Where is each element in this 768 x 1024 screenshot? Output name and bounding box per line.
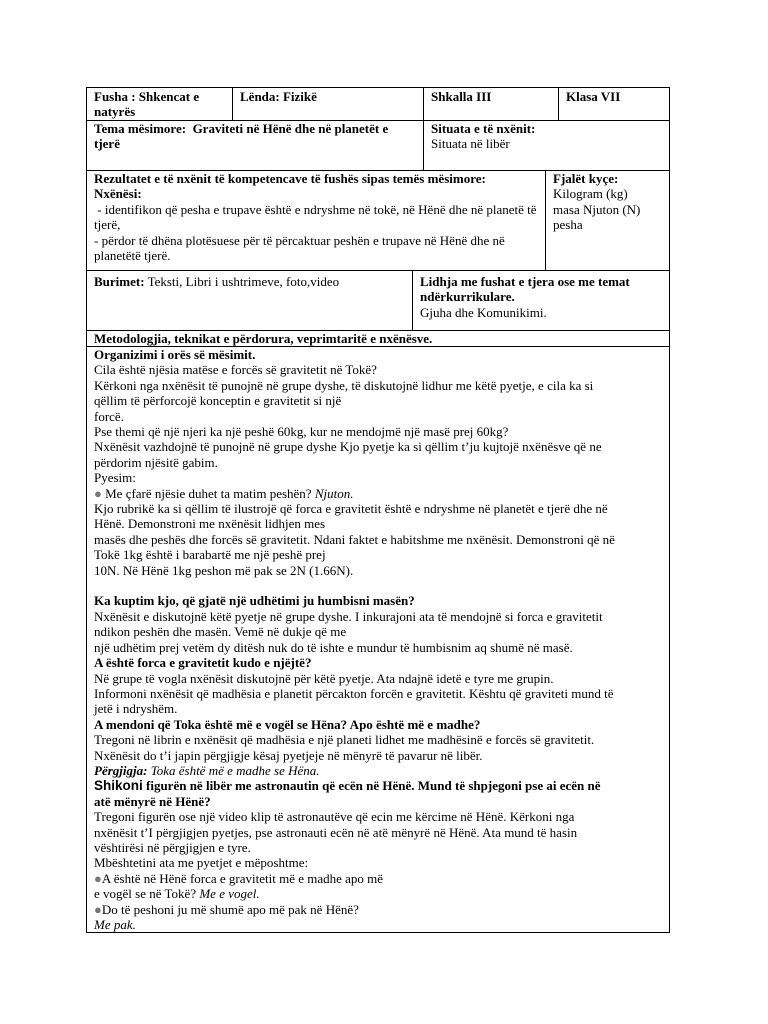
results-item: - identifikon që pesha e trupave është e ndryshme në tokë, në Hënë dhe në planetë të tjerë, xyxy=(94,201,540,233)
section-heading: figurën në libër me astronautin që ecën në Hënë. Mund të shpjegoni pse ai ecën në xyxy=(146,778,601,794)
bullet-icon: ● xyxy=(94,485,102,501)
situata-label: Situata e të nxënit: xyxy=(431,121,536,136)
methodology-body: Organizimi i orës së mësimit. Cila është njësia matëse e forcës së gravitetit në Tokë? Kërkoni nga nxënësit të punojnë në grupe dyshe, të diskutojnë lidhur me këtë pyetje, e cila ka si qëllim të përforcojë konceptin e gravitetit si një forcë. Pse themi që një njeri ka një peshë 60kg, kur ne mendojmë një masë prej 60kg? Nxënësit vazhdojnë të punojnë në grupe dyshe Kjo pyetje ka si qëllim t’ju kujtojë nxënësve që ne përdorim njësitë gabim. Pyesim: ● Me çfarë njësie duhet ta matim peshën? Njuton. Kjo rubrikë ka si qëllim të ilustrojë që forca e gravitetit është e ndryshme në planetët e tjerë dhe në Hënë. Demonstroni me nxënësit lidhjen mes masës dhe peshës dhe forcës së gravitetit. Ndani faktet e habitshme me nxënësit. Demonstroni që në Tokë 1kg është i barabartë me një peshë prej 10N. Në Hënë 1kg peshon më pak se 2N (1.66N). Ka kuptim kjo, që gjatë një udhëtimi ju humbisni masën? Nxënësit e diskutojnë këtë pyetje në grupe dyshe. I inkurajoni ata të mendojnë si forca e gravitetit ndikon peshën dhe masën. Vemë në dukje që me një udhëtim prej vetëm dy ditësh nuk do të ishte e mundur të humbisnim aq shumë në masë. A është forca e gravitetit kudo e njëjtë? Në grupe të vogla nxënësit diskutojnë për këtë pyetje. Ata ndajnë idetë e tyre me grupin. Informoni nxënësit që madhësia e planetit përcakton forcën e gravitetit. Kështu që graviteti mund të jetë i ndryshëm. A mendoni që Toka është më e vogël se Hëna? Apo është më e madhe? Tregoni në librin e nxënësit që madhësia e një planeti lidhet me madhësinë e forcës së gravitetit. Nxënësit do t’i japin përgjigje kësaj pyetjeje në mënyrë të pavarur në libër. Përgjigja: Toka është më e madhe se Hëna. Shikoni figurën në libër me astronautin që ecën në Hënë. Mund të shpjegoni pse ai ecën në atë mënyrë në Hënë? Tregoni figurën ose një video klip të astronautëve që ecin me kërcime në Hënë. Kërkoni nga nxënësit t’I përgjigjen pyetjes, pse astronauti ecën në atë mënyrë në Hënë. Ata mund të hasin vështirësi në përgjigjen e tyre. Mbështetini ata me pyetjet e mëposhtme: ●A është në Hënë forca e gravitetit më e madhe apo më e vogël se në Tokë? Me e vogel. ●Do të peshoni ju më shumë apo më pak në Hënë? Me pak. xyxy=(87,347,669,932)
answer-value: Toka është më e madhe se Hëna. xyxy=(150,762,320,778)
tema-label: Tema mësimore: xyxy=(94,121,187,136)
results-title: Rezultatet e të nxënit të kompetencave të fushës sipas temës mësimore: xyxy=(94,171,486,186)
situata-value: Situata në libër xyxy=(431,136,510,152)
tema-value: Graviteti në Hënë dhe në planetët e tjerë xyxy=(94,121,389,152)
question: A është në Hënë forca e gravitetit më e madhe apo më xyxy=(101,870,384,886)
question-answer: Me e vogel. xyxy=(199,886,260,902)
answer-label: Përgjigja: xyxy=(94,762,148,778)
paragraph: vështirësi në përgjigjen e tyre. xyxy=(94,839,251,855)
methodology-title-cell xyxy=(87,331,669,346)
bullet-icon: ● xyxy=(94,901,102,917)
section-heading: atë mënyrë në Hënë? xyxy=(94,793,211,809)
paragraph: qëllim të përforcojë konceptin e gravitetit si një xyxy=(94,393,342,409)
situata-cell xyxy=(424,121,669,152)
section-heading: A është forca e gravitetit kudo e njëjtë? xyxy=(94,655,312,671)
paragraph: Informoni nxënësit që madhësia e planetit përcakton forcën e gravitetit. Kështu që graviteti mund të xyxy=(94,685,614,701)
keyword-item: Kilogram (kg) xyxy=(553,186,628,202)
fusha-cell xyxy=(87,89,232,120)
results-item: - përdor të dhëna plotësuese për të përcaktuar peshën e trupave në Hënë dhe në planetëtë tjerë. xyxy=(94,232,505,264)
paragraph: Tokë 1kg është i barabartë me një peshë prej xyxy=(94,547,326,563)
methodology-title: Metodologjia, teknikat e përdorura, veprimtaritë e nxënësve. xyxy=(94,331,433,346)
paragraph: Mbështetini ata me pyetjet e mëposhtme: xyxy=(94,855,309,871)
paragraph: masës dhe peshës dhe forcës së gravitetit. Ndani faktet e habitshme me nxënësit. Demonstroni që në xyxy=(94,531,615,547)
sources-cell xyxy=(87,274,412,289)
question: e vogël se në Tokë? xyxy=(94,886,197,902)
klasa-cell xyxy=(559,89,669,104)
question-answer: Njuton. xyxy=(314,485,354,501)
keywords-cell xyxy=(546,171,669,233)
klasa-label: Klasa VII xyxy=(566,89,621,104)
bullet-icon: ● xyxy=(94,870,102,886)
links-label: Lidhja me fushat e tjera ose me temat ndërkurrikulare. xyxy=(420,274,630,305)
paragraph: Në grupe të vogla nxënësit diskutojnë për këtë pyetje. Ata ndajnë idetë e tyre me grupin. xyxy=(94,670,554,686)
section-heading-word: Shikoni xyxy=(94,778,143,794)
paragraph: Nxënësit e diskutojnë këtë pyetje në grupe dyshe. I inkurajoni ata të mendojnë si forca e gravitetit xyxy=(94,608,603,624)
keyword-item: masa Njuton (N) xyxy=(553,201,641,217)
paragraph: Kërkoni nga nxënësit të punojnë në grupe dyshe, të diskutojnë lidhur me këtë pyetje, e cila ka si xyxy=(94,377,594,393)
results-cell xyxy=(87,171,545,263)
section-heading: Ka kuptim kjo, që gjatë një udhëtimi ju humbisni masën? xyxy=(94,593,415,609)
paragraph: Pse themi që një njeri ka një peshë 60kg, kur ne mendojmë një masë prej 60kg? xyxy=(94,424,509,440)
paragraph: përdorim njësitë gabim xyxy=(94,454,215,470)
section-heading: A mendoni që Toka është më e vogël se Hëna? Apo është më e madhe? xyxy=(94,716,481,732)
shkalla-label: Shkalla III xyxy=(431,89,492,104)
sources-label: Burimet: xyxy=(94,274,145,289)
results-subtitle: Nxënësi: xyxy=(94,186,142,202)
question: Do të peshoni ju më shumë apo më pak në Hënë? xyxy=(101,901,359,917)
paragraph: forcë. xyxy=(94,408,124,424)
tema-cell xyxy=(87,121,423,152)
lenda-cell xyxy=(233,89,423,104)
paragraph: Cila është njësia matëse e forcës së gravitetit në Tokë? xyxy=(94,362,377,378)
lesson-plan-table xyxy=(86,87,670,933)
keyword-item: pesha xyxy=(553,217,583,233)
org-title: Organizimi i orës së mësimit. xyxy=(94,347,256,362)
sources-value: Teksti, Libri i ushtrimeve, foto,video xyxy=(147,274,340,289)
paragraph: Tregoni në librin e nxënësit që madhësia e një planeti lidhet me madhësinë e forcës së gravitetit. xyxy=(94,732,595,748)
table-rule xyxy=(87,270,669,271)
lenda-label: Lënda: Fizikë xyxy=(240,89,317,104)
links-cell: Lidhja me fushat e tjera ose me temat ndërkurrikulare. Gjuha dhe Komunikimi. xyxy=(420,274,630,320)
paragraph: Pyesim: xyxy=(94,470,136,486)
paragraph: Nxënësit vazhdojnë të punojnë në grupe dyshe Kjo pyetje ka si qëllim t’ju kujtojë nxënësve që ne xyxy=(94,439,602,455)
paragraph: Hënë. Demonstroni me nxënësit lidhjen mes xyxy=(94,516,326,532)
paragraph: nxënësit t’I përgjigjen pyetjes, pse astronauti ecën në atë mënyrë në Hënë. Ata mund të hasin xyxy=(94,824,578,840)
paragraph: Tregoni figurën ose një video klip të astronautëve që ecin me kërcime në Hënë. Kërkoni nga xyxy=(94,809,575,825)
links-value: Gjuha dhe Komunikimi xyxy=(420,304,544,320)
paragraph: 10N. Në Hënë 1kg peshon më pak se 2N (1.66N). xyxy=(94,562,354,578)
question: Me çfarë njësie duhet ta matim peshën? xyxy=(105,485,312,501)
paragraph: Nxënësit do t’i japin përgjigje kësaj pyetjeje në mënyrë të pavarur në libër. xyxy=(94,747,483,763)
shkalla-cell xyxy=(424,89,558,104)
fusha-label: Fusha : Shkencat e natyrës xyxy=(94,89,200,120)
paragraph: jetë i ndryshëm. xyxy=(94,701,178,717)
keywords-label: Fjalët kyçe: xyxy=(553,171,619,186)
paragraph: një udhëtim prej vetëm dy ditësh nuk do të ishte e mundur të humbisnim aq shumë në masë. xyxy=(94,639,573,655)
paragraph: Kjo rubrikë ka si qëllim të ilustrojë që forca e gravitetit është e ndryshme në planetët e tjerë dhe në xyxy=(94,501,608,517)
paragraph: ndikon peshën dhe masën. Vemë në dukje që me xyxy=(94,624,347,640)
question-answer: Me pak. xyxy=(94,917,136,933)
